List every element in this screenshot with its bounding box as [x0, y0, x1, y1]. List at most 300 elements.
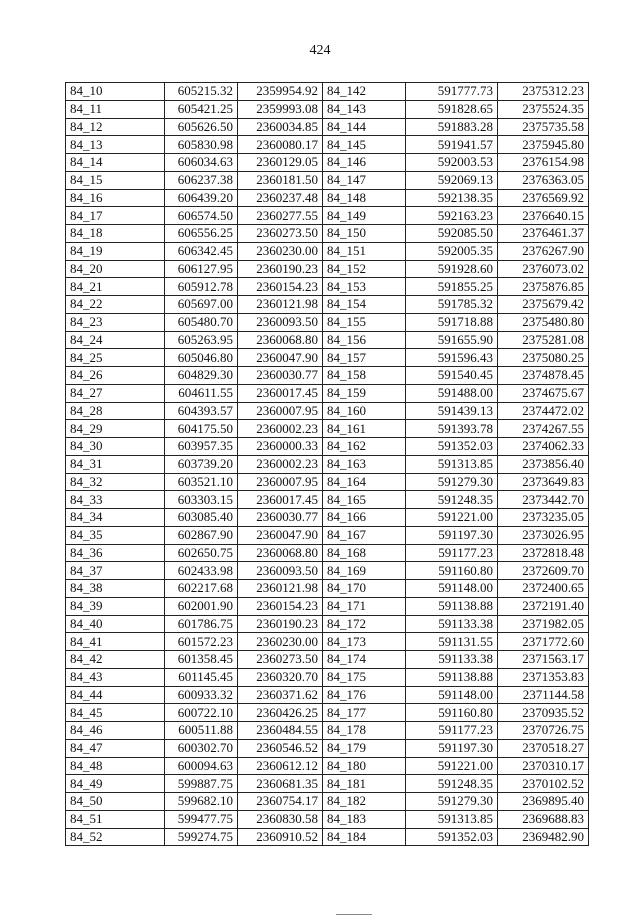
point-id-cell: 84_173	[323, 633, 406, 651]
point-id-cell: 84_153	[323, 278, 406, 296]
y-coordinate-cell: 2360237.48	[238, 189, 323, 207]
x-coordinate-cell: 591133.38	[406, 651, 498, 669]
x-coordinate-cell: 591352.03	[406, 438, 498, 456]
y-coordinate-cell: 2369482.90	[498, 828, 589, 846]
x-coordinate-cell: 591138.88	[406, 597, 498, 615]
x-coordinate-cell: 591941.57	[406, 136, 498, 154]
table-row	[66, 491, 589, 509]
point-id-cell: 84_52	[66, 828, 165, 846]
point-id-cell: 84_22	[66, 296, 165, 314]
point-id-cell: 84_49	[66, 775, 165, 793]
y-coordinate-cell: 2360190.23	[238, 615, 323, 633]
table-row	[66, 651, 589, 669]
point-id-cell: 84_162	[323, 438, 406, 456]
footer-rule	[336, 914, 372, 915]
y-coordinate-cell: 2370310.17	[498, 757, 589, 775]
point-id-cell: 84_157	[323, 349, 406, 367]
x-coordinate-cell: 605830.98	[165, 136, 238, 154]
table-row	[66, 615, 589, 633]
point-id-cell: 84_24	[66, 331, 165, 349]
x-coordinate-cell: 599477.75	[165, 810, 238, 828]
point-id-cell: 84_156	[323, 331, 406, 349]
y-coordinate-cell: 2360484.55	[238, 722, 323, 740]
point-id-cell: 84_28	[66, 402, 165, 420]
y-coordinate-cell: 2360093.50	[238, 562, 323, 580]
x-coordinate-cell: 605697.00	[165, 296, 238, 314]
point-id-cell: 84_10	[66, 83, 165, 101]
point-id-cell: 84_27	[66, 384, 165, 402]
y-coordinate-cell: 2374062.33	[498, 438, 589, 456]
point-id-cell: 84_150	[323, 225, 406, 243]
point-id-cell: 84_144	[323, 118, 406, 136]
y-coordinate-cell: 2372609.70	[498, 562, 589, 580]
x-coordinate-cell: 591540.45	[406, 367, 498, 385]
y-coordinate-cell: 2375480.80	[498, 313, 589, 331]
point-id-cell: 84_23	[66, 313, 165, 331]
y-coordinate-cell: 2370102.52	[498, 775, 589, 793]
x-coordinate-cell: 592138.35	[406, 189, 498, 207]
x-coordinate-cell: 606556.25	[165, 225, 238, 243]
x-coordinate-cell: 605421.25	[165, 100, 238, 118]
x-coordinate-cell: 591177.23	[406, 722, 498, 740]
x-coordinate-cell: 600302.70	[165, 739, 238, 757]
point-id-cell: 84_174	[323, 651, 406, 669]
x-coordinate-cell: 605046.80	[165, 349, 238, 367]
x-coordinate-cell: 601786.75	[165, 615, 238, 633]
point-id-cell: 84_44	[66, 686, 165, 704]
table-row	[66, 136, 589, 154]
table-row	[66, 633, 589, 651]
table-row	[66, 438, 589, 456]
y-coordinate-cell: 2373026.95	[498, 526, 589, 544]
x-coordinate-cell: 592085.50	[406, 225, 498, 243]
point-id-cell: 84_45	[66, 704, 165, 722]
x-coordinate-cell: 602217.68	[165, 580, 238, 598]
point-id-cell: 84_155	[323, 313, 406, 331]
y-coordinate-cell: 2371144.58	[498, 686, 589, 704]
x-coordinate-cell: 592069.13	[406, 171, 498, 189]
table-row	[66, 331, 589, 349]
x-coordinate-cell: 591221.00	[406, 509, 498, 527]
point-id-cell: 84_18	[66, 225, 165, 243]
y-coordinate-cell: 2360068.80	[238, 544, 323, 562]
point-id-cell: 84_160	[323, 402, 406, 420]
table-row	[66, 455, 589, 473]
x-coordinate-cell: 602001.90	[165, 597, 238, 615]
point-id-cell: 84_180	[323, 757, 406, 775]
point-id-cell: 84_178	[323, 722, 406, 740]
table-row	[66, 189, 589, 207]
table-row	[66, 580, 589, 598]
point-id-cell: 84_35	[66, 526, 165, 544]
point-id-cell: 84_20	[66, 260, 165, 278]
point-id-cell: 84_179	[323, 739, 406, 757]
y-coordinate-cell: 2370935.52	[498, 704, 589, 722]
y-coordinate-cell: 2360007.95	[238, 473, 323, 491]
point-id-cell: 84_152	[323, 260, 406, 278]
x-coordinate-cell: 591197.30	[406, 739, 498, 757]
table-row	[66, 296, 589, 314]
point-id-cell: 84_11	[66, 100, 165, 118]
x-coordinate-cell: 602867.90	[165, 526, 238, 544]
y-coordinate-cell: 2372400.65	[498, 580, 589, 598]
table-row	[66, 349, 589, 367]
x-coordinate-cell: 599682.10	[165, 793, 238, 811]
y-coordinate-cell: 2376640.15	[498, 207, 589, 225]
y-coordinate-cell: 2375281.08	[498, 331, 589, 349]
table-row	[66, 722, 589, 740]
point-id-cell: 84_48	[66, 757, 165, 775]
y-coordinate-cell: 2376267.90	[498, 242, 589, 260]
y-coordinate-cell: 2360017.45	[238, 491, 323, 509]
point-id-cell: 84_16	[66, 189, 165, 207]
x-coordinate-cell: 591177.23	[406, 544, 498, 562]
point-id-cell: 84_164	[323, 473, 406, 491]
y-coordinate-cell: 2360093.50	[238, 313, 323, 331]
x-coordinate-cell: 591718.88	[406, 313, 498, 331]
x-coordinate-cell: 603739.20	[165, 455, 238, 473]
x-coordinate-cell: 591352.03	[406, 828, 498, 846]
point-id-cell: 84_41	[66, 633, 165, 651]
y-coordinate-cell: 2375312.23	[498, 83, 589, 101]
x-coordinate-cell: 603303.15	[165, 491, 238, 509]
point-id-cell: 84_34	[66, 509, 165, 527]
table-row	[66, 278, 589, 296]
x-coordinate-cell: 606574.50	[165, 207, 238, 225]
x-coordinate-cell: 604175.50	[165, 420, 238, 438]
point-id-cell: 84_25	[66, 349, 165, 367]
y-coordinate-cell: 2374675.67	[498, 384, 589, 402]
x-coordinate-cell: 601572.23	[165, 633, 238, 651]
point-id-cell: 84_31	[66, 455, 165, 473]
point-id-cell: 84_32	[66, 473, 165, 491]
y-coordinate-cell: 2360080.17	[238, 136, 323, 154]
table-row	[66, 171, 589, 189]
y-coordinate-cell: 2374472.02	[498, 402, 589, 420]
x-coordinate-cell: 591828.65	[406, 100, 498, 118]
y-coordinate-cell: 2360371.62	[238, 686, 323, 704]
y-coordinate-cell: 2360129.05	[238, 154, 323, 172]
x-coordinate-cell: 600933.32	[165, 686, 238, 704]
y-coordinate-cell: 2371353.83	[498, 668, 589, 686]
x-coordinate-cell: 605480.70	[165, 313, 238, 331]
table-row	[66, 704, 589, 722]
point-id-cell: 84_172	[323, 615, 406, 633]
point-id-cell: 84_15	[66, 171, 165, 189]
y-coordinate-cell: 2360047.90	[238, 526, 323, 544]
y-coordinate-cell: 2376569.92	[498, 189, 589, 207]
table-row	[66, 775, 589, 793]
x-coordinate-cell: 606342.45	[165, 242, 238, 260]
x-coordinate-cell: 603521.10	[165, 473, 238, 491]
table-row	[66, 100, 589, 118]
y-coordinate-cell: 2360754.17	[238, 793, 323, 811]
point-id-cell: 84_161	[323, 420, 406, 438]
x-coordinate-cell: 603085.40	[165, 509, 238, 527]
table-row	[66, 420, 589, 438]
y-coordinate-cell: 2375080.25	[498, 349, 589, 367]
point-id-cell: 84_29	[66, 420, 165, 438]
y-coordinate-cell: 2369688.83	[498, 810, 589, 828]
x-coordinate-cell: 605263.95	[165, 331, 238, 349]
y-coordinate-cell: 2376461.37	[498, 225, 589, 243]
y-coordinate-cell: 2360546.52	[238, 739, 323, 757]
point-id-cell: 84_184	[323, 828, 406, 846]
y-coordinate-cell: 2373235.05	[498, 509, 589, 527]
coordinates-table-body	[66, 83, 589, 846]
x-coordinate-cell: 599274.75	[165, 828, 238, 846]
table-row	[66, 828, 589, 846]
table-row	[66, 118, 589, 136]
x-coordinate-cell: 591393.78	[406, 420, 498, 438]
point-id-cell: 84_171	[323, 597, 406, 615]
point-id-cell: 84_175	[323, 668, 406, 686]
table-row	[66, 544, 589, 562]
y-coordinate-cell: 2371772.60	[498, 633, 589, 651]
point-id-cell: 84_165	[323, 491, 406, 509]
x-coordinate-cell: 606237.38	[165, 171, 238, 189]
x-coordinate-cell: 591248.35	[406, 775, 498, 793]
x-coordinate-cell: 603957.35	[165, 438, 238, 456]
y-coordinate-cell: 2360681.35	[238, 775, 323, 793]
table-row	[66, 225, 589, 243]
point-id-cell: 84_42	[66, 651, 165, 669]
point-id-cell: 84_46	[66, 722, 165, 740]
y-coordinate-cell: 2360154.23	[238, 278, 323, 296]
table-row	[66, 473, 589, 491]
x-coordinate-cell: 591785.32	[406, 296, 498, 314]
x-coordinate-cell: 591855.25	[406, 278, 498, 296]
point-id-cell: 84_14	[66, 154, 165, 172]
y-coordinate-cell: 2360000.33	[238, 438, 323, 456]
y-coordinate-cell: 2370518.27	[498, 739, 589, 757]
point-id-cell: 84_30	[66, 438, 165, 456]
x-coordinate-cell: 604393.57	[165, 402, 238, 420]
y-coordinate-cell: 2375679.42	[498, 296, 589, 314]
y-coordinate-cell: 2373649.83	[498, 473, 589, 491]
table-row	[66, 526, 589, 544]
y-coordinate-cell: 2360121.98	[238, 580, 323, 598]
y-coordinate-cell: 2360277.55	[238, 207, 323, 225]
y-coordinate-cell: 2372191.40	[498, 597, 589, 615]
point-id-cell: 84_33	[66, 491, 165, 509]
point-id-cell: 84_145	[323, 136, 406, 154]
table-row	[66, 562, 589, 580]
x-coordinate-cell: 600094.63	[165, 757, 238, 775]
table-row	[66, 242, 589, 260]
x-coordinate-cell: 591248.35	[406, 491, 498, 509]
point-id-cell: 84_176	[323, 686, 406, 704]
x-coordinate-cell: 602650.75	[165, 544, 238, 562]
table-row	[66, 810, 589, 828]
y-coordinate-cell: 2360612.12	[238, 757, 323, 775]
y-coordinate-cell: 2375524.35	[498, 100, 589, 118]
table-row	[66, 83, 589, 101]
x-coordinate-cell: 591197.30	[406, 526, 498, 544]
x-coordinate-cell: 601145.45	[165, 668, 238, 686]
y-coordinate-cell: 2373856.40	[498, 455, 589, 473]
point-id-cell: 84_143	[323, 100, 406, 118]
x-coordinate-cell: 591488.00	[406, 384, 498, 402]
point-id-cell: 84_39	[66, 597, 165, 615]
x-coordinate-cell: 592163.23	[406, 207, 498, 225]
point-id-cell: 84_151	[323, 242, 406, 260]
x-coordinate-cell: 604829.30	[165, 367, 238, 385]
x-coordinate-cell: 591131.55	[406, 633, 498, 651]
x-coordinate-cell: 599887.75	[165, 775, 238, 793]
x-coordinate-cell: 600511.88	[165, 722, 238, 740]
table-row	[66, 509, 589, 527]
x-coordinate-cell: 591138.88	[406, 668, 498, 686]
y-coordinate-cell: 2360830.58	[238, 810, 323, 828]
table-row	[66, 739, 589, 757]
x-coordinate-cell: 591777.73	[406, 83, 498, 101]
x-coordinate-cell: 591313.85	[406, 810, 498, 828]
point-id-cell: 84_40	[66, 615, 165, 633]
x-coordinate-cell: 591160.80	[406, 562, 498, 580]
point-id-cell: 84_43	[66, 668, 165, 686]
point-id-cell: 84_36	[66, 544, 165, 562]
y-coordinate-cell: 2360230.00	[238, 242, 323, 260]
x-coordinate-cell: 600722.10	[165, 704, 238, 722]
y-coordinate-cell: 2375945.80	[498, 136, 589, 154]
x-coordinate-cell: 591133.38	[406, 615, 498, 633]
y-coordinate-cell: 2359954.92	[238, 83, 323, 101]
point-id-cell: 84_21	[66, 278, 165, 296]
point-id-cell: 84_168	[323, 544, 406, 562]
table-row	[66, 402, 589, 420]
x-coordinate-cell: 605912.78	[165, 278, 238, 296]
point-id-cell: 84_51	[66, 810, 165, 828]
table-row	[66, 757, 589, 775]
y-coordinate-cell: 2360154.23	[238, 597, 323, 615]
point-id-cell: 84_170	[323, 580, 406, 598]
y-coordinate-cell: 2370726.75	[498, 722, 589, 740]
y-coordinate-cell: 2360230.00	[238, 633, 323, 651]
y-coordinate-cell: 2376154.98	[498, 154, 589, 172]
point-id-cell: 84_47	[66, 739, 165, 757]
table-row	[66, 384, 589, 402]
x-coordinate-cell: 591279.30	[406, 473, 498, 491]
y-coordinate-cell: 2374878.45	[498, 367, 589, 385]
x-coordinate-cell: 602433.98	[165, 562, 238, 580]
point-id-cell: 84_12	[66, 118, 165, 136]
point-id-cell: 84_146	[323, 154, 406, 172]
point-id-cell: 84_149	[323, 207, 406, 225]
x-coordinate-cell: 591883.28	[406, 118, 498, 136]
y-coordinate-cell: 2376073.02	[498, 260, 589, 278]
point-id-cell: 84_183	[323, 810, 406, 828]
point-id-cell: 84_169	[323, 562, 406, 580]
x-coordinate-cell: 606127.95	[165, 260, 238, 278]
y-coordinate-cell: 2371563.17	[498, 651, 589, 669]
table-row	[66, 668, 589, 686]
coordinates-table	[65, 82, 589, 846]
table-row	[66, 207, 589, 225]
x-coordinate-cell: 591221.00	[406, 757, 498, 775]
point-id-cell: 84_182	[323, 793, 406, 811]
point-id-cell: 84_148	[323, 189, 406, 207]
x-coordinate-cell: 591596.43	[406, 349, 498, 367]
page-number: 424	[309, 43, 331, 58]
x-coordinate-cell: 605626.50	[165, 118, 238, 136]
x-coordinate-cell: 591313.85	[406, 455, 498, 473]
y-coordinate-cell: 2375876.85	[498, 278, 589, 296]
y-coordinate-cell: 2360034.85	[238, 118, 323, 136]
y-coordinate-cell: 2360030.77	[238, 367, 323, 385]
x-coordinate-cell: 591160.80	[406, 704, 498, 722]
y-coordinate-cell: 2360320.70	[238, 668, 323, 686]
y-coordinate-cell: 2376363.05	[498, 171, 589, 189]
x-coordinate-cell: 606439.20	[165, 189, 238, 207]
y-coordinate-cell: 2360047.90	[238, 349, 323, 367]
x-coordinate-cell: 591655.90	[406, 331, 498, 349]
x-coordinate-cell: 591928.60	[406, 260, 498, 278]
y-coordinate-cell: 2359993.08	[238, 100, 323, 118]
point-id-cell: 84_17	[66, 207, 165, 225]
y-coordinate-cell: 2360190.23	[238, 260, 323, 278]
point-id-cell: 84_26	[66, 367, 165, 385]
table-row	[66, 260, 589, 278]
table-row	[66, 367, 589, 385]
x-coordinate-cell: 591279.30	[406, 793, 498, 811]
table-row	[66, 793, 589, 811]
y-coordinate-cell: 2375735.58	[498, 118, 589, 136]
y-coordinate-cell: 2360017.45	[238, 384, 323, 402]
x-coordinate-cell: 601358.45	[165, 651, 238, 669]
x-coordinate-cell: 592005.35	[406, 242, 498, 260]
x-coordinate-cell: 606034.63	[165, 154, 238, 172]
x-coordinate-cell: 591148.00	[406, 686, 498, 704]
y-coordinate-cell: 2360068.80	[238, 331, 323, 349]
point-id-cell: 84_37	[66, 562, 165, 580]
y-coordinate-cell: 2360121.98	[238, 296, 323, 314]
x-coordinate-cell: 591439.13	[406, 402, 498, 420]
y-coordinate-cell: 2360181.50	[238, 171, 323, 189]
y-coordinate-cell: 2373442.70	[498, 491, 589, 509]
point-id-cell: 84_142	[323, 83, 406, 101]
point-id-cell: 84_147	[323, 171, 406, 189]
y-coordinate-cell: 2371982.05	[498, 615, 589, 633]
point-id-cell: 84_13	[66, 136, 165, 154]
point-id-cell: 84_166	[323, 509, 406, 527]
y-coordinate-cell: 2374267.55	[498, 420, 589, 438]
table-row	[66, 154, 589, 172]
y-coordinate-cell: 2360273.50	[238, 651, 323, 669]
x-coordinate-cell: 605215.32	[165, 83, 238, 101]
table-row	[66, 686, 589, 704]
point-id-cell: 84_50	[66, 793, 165, 811]
point-id-cell: 84_159	[323, 384, 406, 402]
x-coordinate-cell: 604611.55	[165, 384, 238, 402]
point-id-cell: 84_19	[66, 242, 165, 260]
y-coordinate-cell: 2360426.25	[238, 704, 323, 722]
x-coordinate-cell: 592003.53	[406, 154, 498, 172]
point-id-cell: 84_154	[323, 296, 406, 314]
table-row	[66, 597, 589, 615]
y-coordinate-cell: 2360007.95	[238, 402, 323, 420]
x-coordinate-cell: 591148.00	[406, 580, 498, 598]
y-coordinate-cell: 2360030.77	[238, 509, 323, 527]
point-id-cell: 84_181	[323, 775, 406, 793]
point-id-cell: 84_163	[323, 455, 406, 473]
table-row	[66, 313, 589, 331]
y-coordinate-cell: 2360910.52	[238, 828, 323, 846]
y-coordinate-cell: 2360002.23	[238, 420, 323, 438]
y-coordinate-cell: 2360273.50	[238, 225, 323, 243]
y-coordinate-cell: 2372818.48	[498, 544, 589, 562]
y-coordinate-cell: 2369895.40	[498, 793, 589, 811]
